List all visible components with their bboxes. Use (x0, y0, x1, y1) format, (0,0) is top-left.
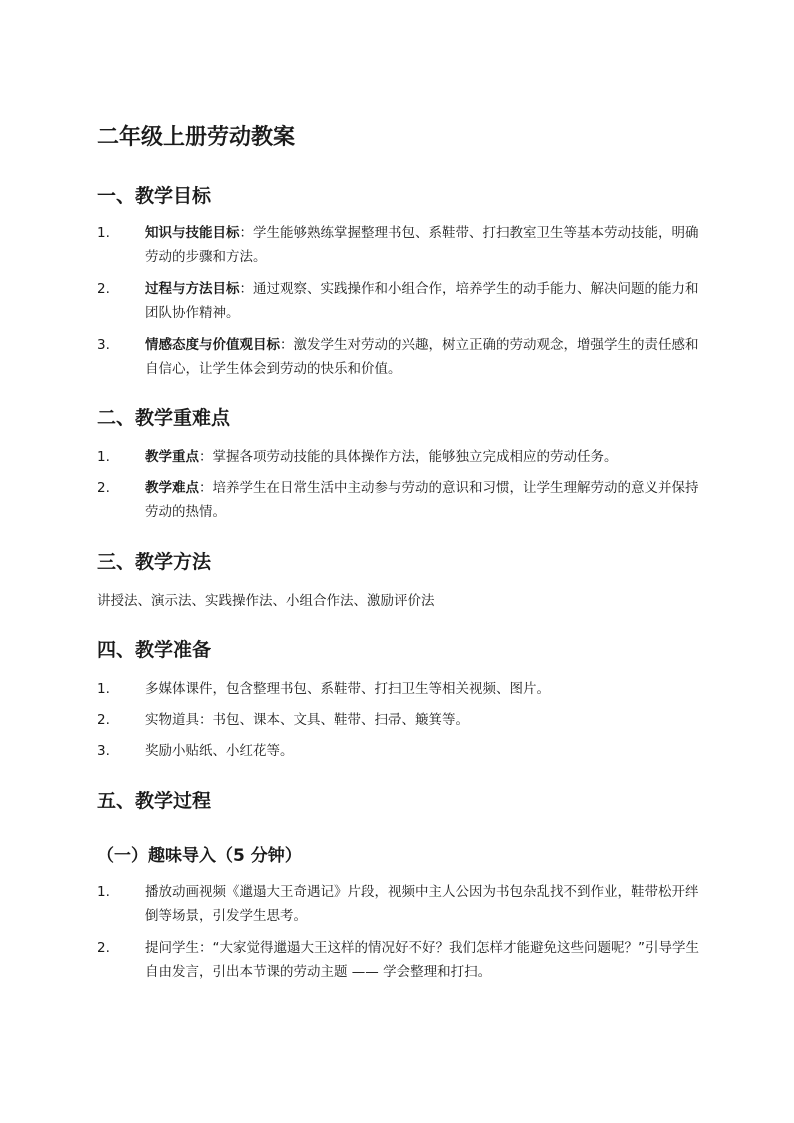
section-heading-goals: 一、教学目标 (97, 185, 212, 207)
list-item (97, 476, 702, 524)
item-text: 多媒体课件，包含整理书包、系鞋带、打扫卫生等相关视频、图片。 (145, 681, 550, 697)
item-label: 知识与技能目标 (145, 225, 240, 241)
item-text: ：激发学生对劳动的兴趣，树立正确的劳动观念，增强学生的责任感和自信心，让学生体会到劳动的快乐和价值。 (145, 337, 699, 377)
list-item (97, 445, 702, 469)
list-item (97, 333, 702, 381)
list-number: 2. (97, 281, 110, 297)
list-number: 1. (97, 884, 110, 900)
item-label: 过程与方法目标 (145, 281, 240, 297)
subsection-heading: （一）趣味导入（5 分钟） (97, 846, 302, 866)
list-number: 1. (97, 449, 110, 465)
list-number: 3. (97, 337, 110, 353)
list-number: 1. (97, 225, 110, 241)
item-label: 教学难点 (145, 480, 199, 496)
list-number: 1. (97, 681, 110, 697)
item-text: 实物道具：书包、课本、文具、鞋带、扫帚、簸箕等。 (145, 712, 469, 728)
section-heading-preparation: 四、教学准备 (97, 639, 212, 661)
item-label: 教学重点 (145, 449, 199, 465)
item-text: 播放动画视频《邋遢大王奇遇记》片段，视频中主人公因为书包杂乱找不到作业，鞋带松开绊倒等场景，引发学生思考。 (145, 884, 699, 924)
list-number: 3. (97, 743, 110, 759)
section-heading-keypoints: 二、教学重难点 (97, 407, 231, 429)
list-item (97, 739, 702, 763)
section-heading-process: 五、教学过程 (97, 790, 212, 812)
item-text: ：培养学生在日常生活中主动参与劳动的意识和习惯，让学生理解劳动的意义并保持劳动的热情。 (145, 480, 699, 520)
list-item (97, 708, 702, 732)
item-text: ：通过观察、实践操作和小组合作，培养学生的动手能力、解决问题的能力和团队协作精神。 (145, 281, 699, 321)
list-number: 2. (97, 940, 110, 956)
section-heading-methods: 三、教学方法 (97, 551, 212, 573)
list-item (97, 677, 702, 701)
list-number: 2. (97, 712, 110, 728)
item-text: ：掌握各项劳动技能的具体操作方法，能够独立完成相应的劳动任务。 (199, 449, 618, 465)
list-item (97, 936, 702, 984)
document-title: 二年级上册劳动教案 (97, 125, 296, 150)
list-item (97, 221, 702, 269)
item-text: 奖励小贴纸、小红花等。 (145, 743, 294, 759)
methods-text: 讲授法、演示法、实践操作法、小组合作法、激励评价法 (97, 593, 435, 609)
item-label: 情感态度与价值观目标 (145, 337, 280, 353)
list-number: 2. (97, 480, 110, 496)
item-text: ：学生能够熟练掌握整理书包、系鞋带、打扫教室卫生等基本劳动技能，明确劳动的步骤和方法。 (145, 225, 699, 265)
list-item (97, 880, 702, 928)
item-text: 提问学生：“大家觉得邋遢大王这样的情况好不好？我们怎样才能避免这些问题呢？”引导学生自由发言，引出本节课的劳动主题 —— 学会整理和打扫。 (145, 940, 699, 980)
list-item (97, 277, 702, 325)
